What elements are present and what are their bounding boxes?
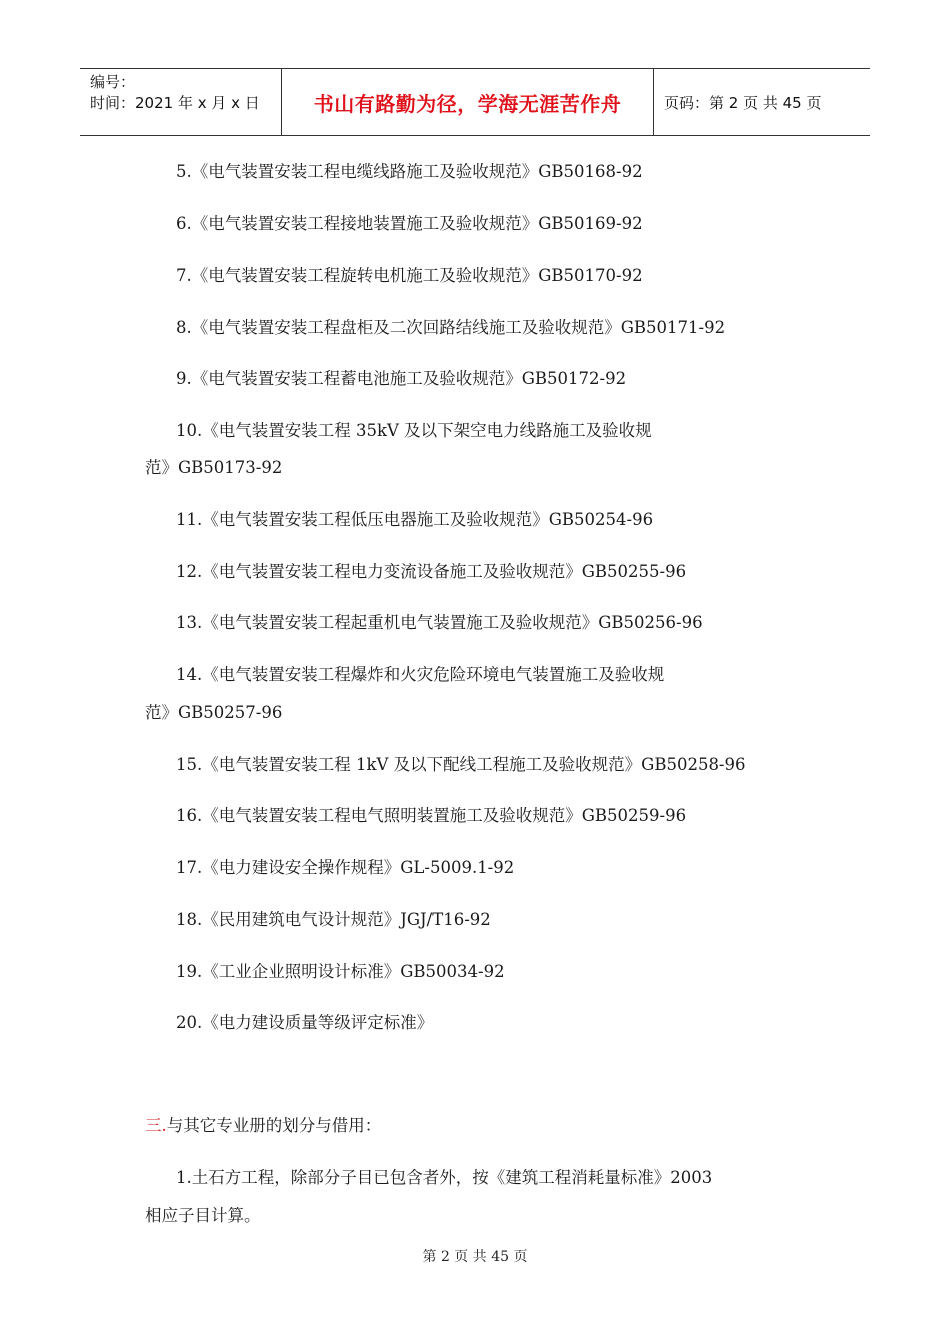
- header-motto: 书山有路勤为径，学海无涯苦作舟: [282, 69, 654, 135]
- standard-item-continuation: 范》GB50257-96: [145, 703, 283, 722]
- header-left-cell: [80, 69, 282, 135]
- section-paragraph-line: 相应子目计算。: [145, 1206, 261, 1225]
- standard-item: 13.《电气装置安装工程起重机电气装置施工及验收规范》GB50256-96: [176, 613, 703, 632]
- standard-item: 7.《电气装置安装工程旋转电机施工及验收规范》GB50170-92: [176, 266, 643, 285]
- standard-item-continuation: 范》GB50173-92: [145, 458, 283, 477]
- standard-item: 17.《电力建设安全操作规程》GL-5009.1-92: [176, 858, 515, 877]
- standard-item: 10.《电气装置安装工程 35kV 及以下架空电力线路施工及验收规: [176, 421, 652, 440]
- standard-item: 20.《电力建设质量等级评定标准》: [176, 1013, 434, 1032]
- document-number-label: 编号：: [90, 73, 136, 91]
- section-heading: [145, 1114, 381, 1138]
- document-date: 时间：2021 年 x 月 x 日: [90, 94, 260, 112]
- section-paragraph-line: 1.土石方工程，除部分子目已包含者外，按《建筑工程消耗量标准》2003: [176, 1168, 713, 1187]
- standard-item: 12.《电气装置安装工程电力变流设备施工及验收规范》GB50255-96: [176, 562, 687, 581]
- page-footer: 第 2 页 共 45 页: [422, 1249, 528, 1265]
- page-header: [80, 68, 870, 136]
- standard-item: 11.《电气装置安装工程低压电器施工及验收规范》GB50254-96: [176, 510, 654, 529]
- standard-item: 6.《电气装置安装工程接地装置施工及验收规范》GB50169-92: [176, 214, 643, 233]
- standard-item: 14.《电气装置安装工程爆炸和火灾危险环境电气装置施工及验收规: [176, 665, 665, 684]
- section-number: 三.: [145, 1116, 167, 1135]
- standard-item: 9.《电气装置安装工程蓄电池施工及验收规范》GB50172-92: [176, 369, 627, 388]
- header-page-info: 页码：第 2 页 共 45 页: [664, 93, 822, 112]
- standard-item: 15.《电气装置安装工程 1kV 及以下配线工程施工及验收规范》GB50258-96: [176, 755, 746, 774]
- standard-item: 8.《电气装置安装工程盘柜及二次回路结线施工及验收规范》GB50171-92: [176, 318, 726, 337]
- standard-item: 16.《电气装置安装工程电气照明装置施工及验收规范》GB50259-96: [176, 806, 687, 825]
- standard-item: 5.《电气装置安装工程电缆线路施工及验收规范》GB50168-92: [176, 162, 643, 181]
- standard-item: 19.《工业企业照明设计标准》GB50034-92: [176, 962, 505, 981]
- section-title: 与其它专业册的划分与借用：: [166, 1116, 382, 1135]
- standard-item: 18.《民用建筑电气设计规范》JGJ/T16-92: [176, 910, 491, 929]
